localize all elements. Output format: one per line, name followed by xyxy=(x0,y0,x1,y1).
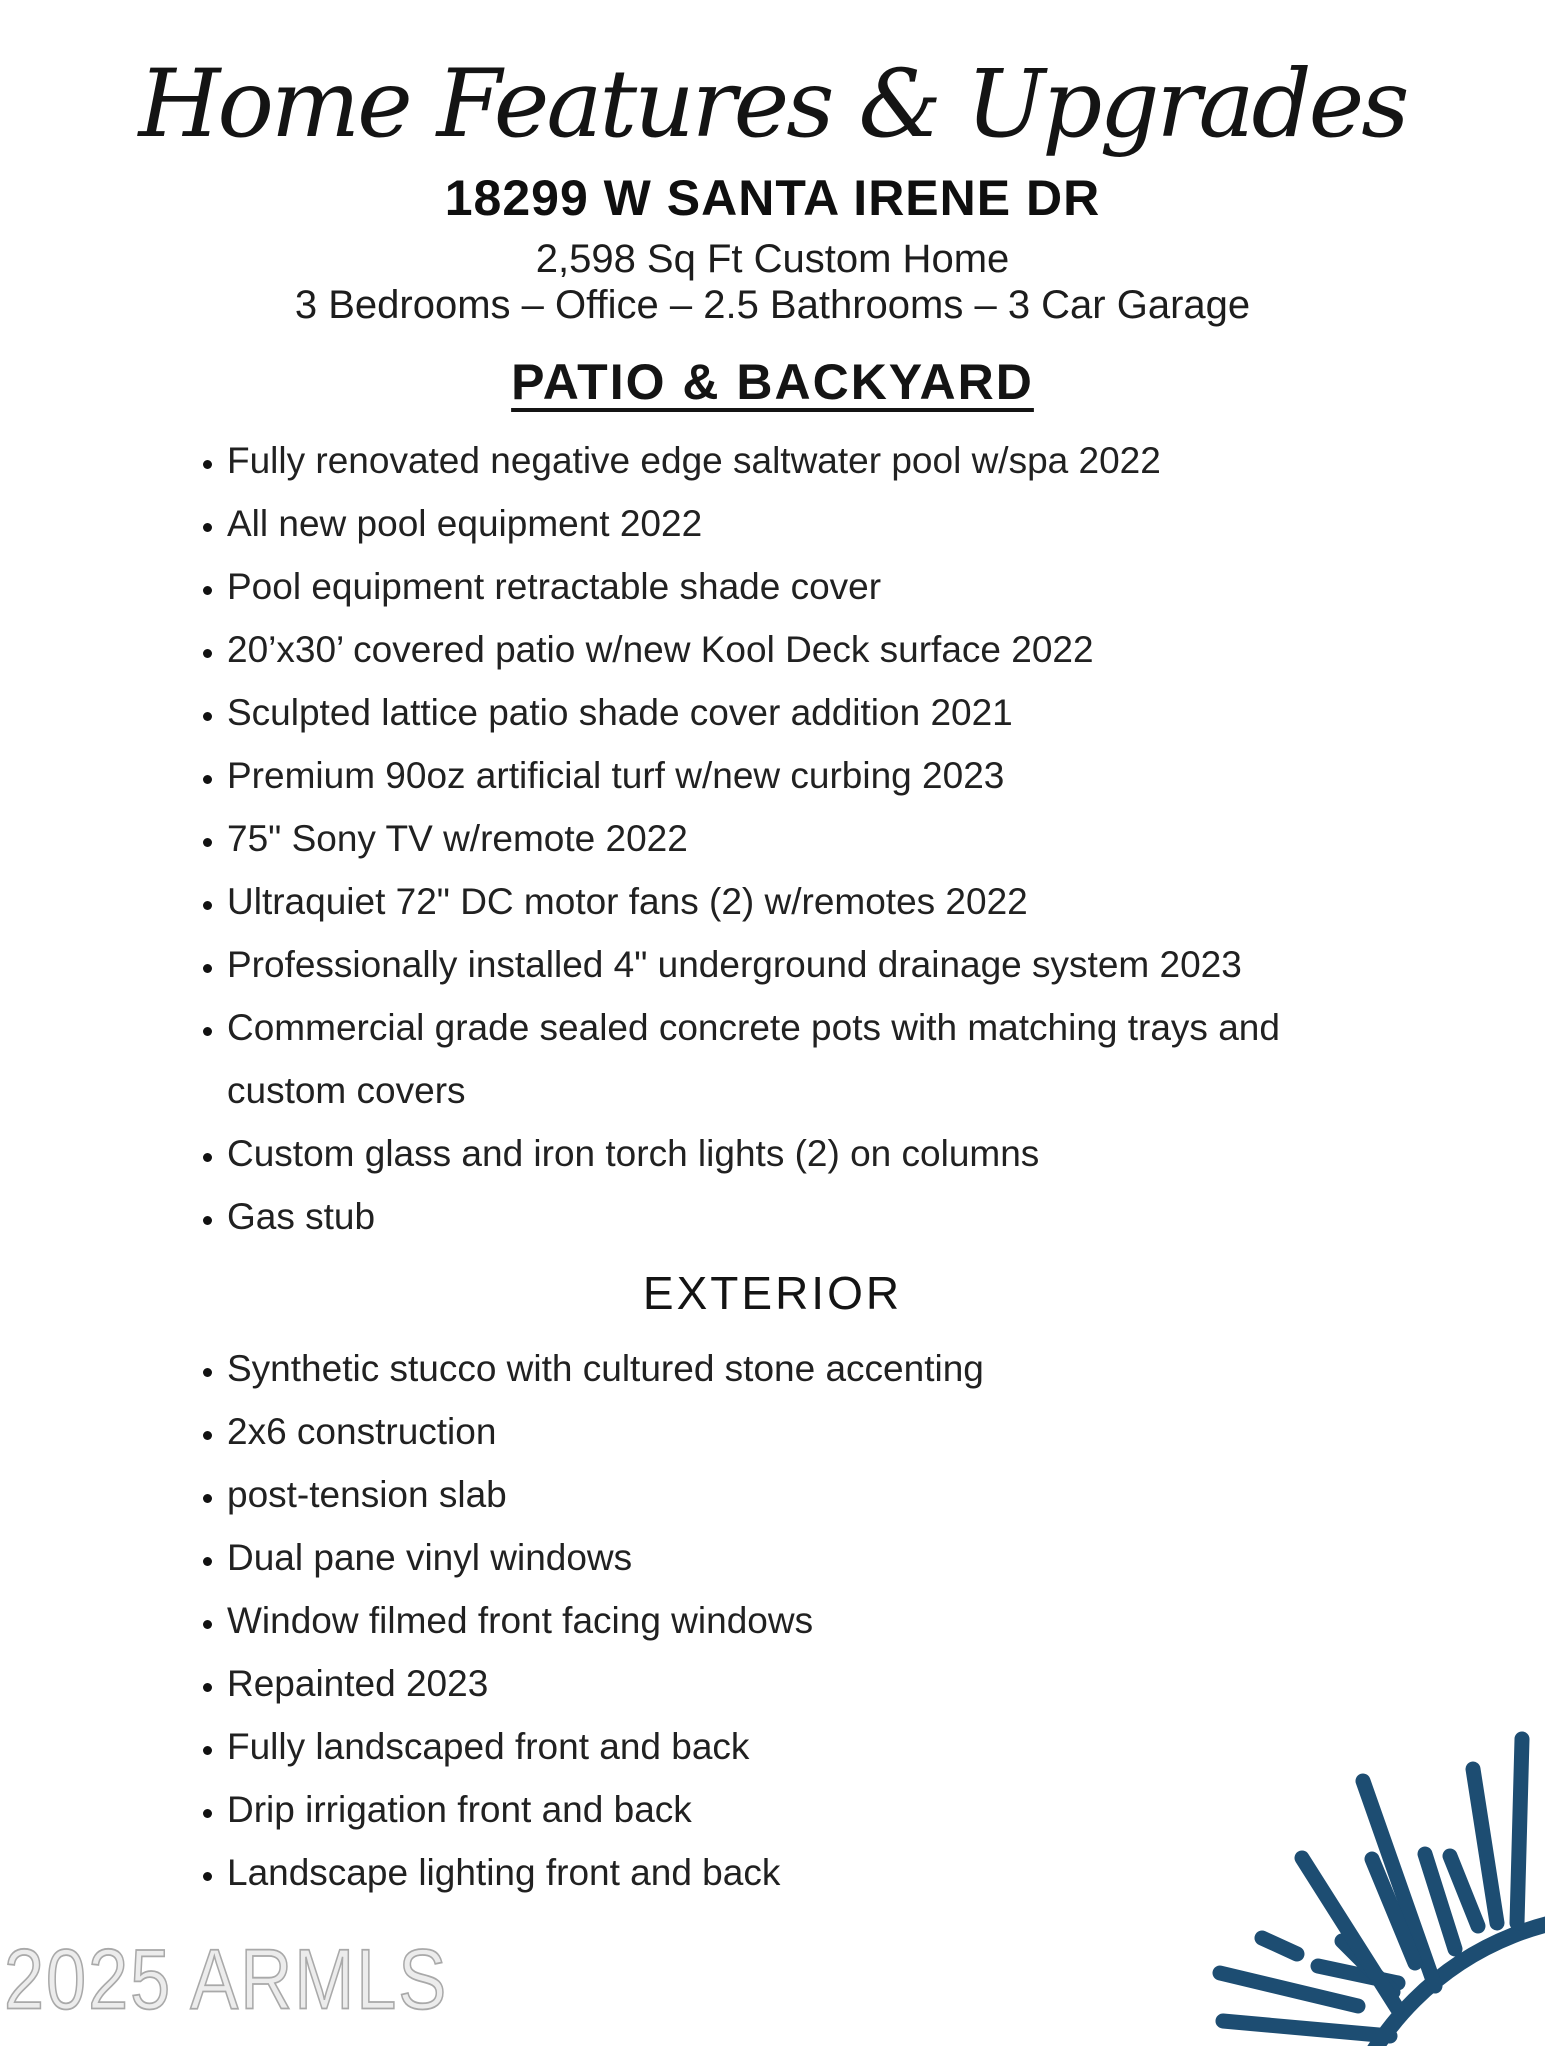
feature-sheet xyxy=(0,46,1545,1904)
list-item: • 75" Sony TV w/remote 2022 xyxy=(227,807,1407,870)
list-item: • Pool equipment retractable shade cover xyxy=(227,555,1407,618)
list-item: • 20’x30’ covered patio w/new Kool Deck surface 2022 xyxy=(227,618,1407,681)
list-item: • Repainted 2023 xyxy=(227,1652,1407,1715)
section-heading-exterior: EXTERIOR xyxy=(642,1266,903,1319)
list-item: • Ultraquiet 72" DC motor fans (2) w/remotes 2022 xyxy=(227,870,1407,933)
list-item: • 2x6 construction xyxy=(227,1400,1407,1463)
list-item: • Dual pane vinyl windows xyxy=(227,1526,1407,1589)
list-item: • Gas stub xyxy=(227,1185,1407,1248)
list-item: • Custom glass and iron torch lights (2) on columns xyxy=(227,1122,1407,1185)
armls-watermark: 2025 ARMLS xyxy=(4,1933,449,2028)
list-item: • Premium 90oz artificial turf w/new curbing 2023 xyxy=(227,744,1407,807)
subtitle-rooms: 3 Bedrooms – Office – 2.5 Bathrooms – 3 Car Garage xyxy=(294,282,1251,327)
list-item: • Window filmed front facing windows xyxy=(227,1589,1407,1652)
patio-backyard-list xyxy=(0,429,1407,1248)
exterior-list xyxy=(0,1337,1407,1904)
list-item: • post-tension slab xyxy=(227,1463,1407,1526)
subtitle-square-footage: 2,598 Sq Ft Custom Home xyxy=(535,236,1010,281)
list-item: • All new pool equipment 2022 xyxy=(227,492,1407,555)
list-item: • Commercial grade sealed concrete pots with matching trays and custom covers xyxy=(227,996,1407,1122)
list-item: • Drip irrigation front and back xyxy=(227,1778,1407,1841)
list-item: • Sculpted lattice patio shade cover addition 2021 xyxy=(227,681,1407,744)
property-address: 18299 W SANTA IRENE DR xyxy=(444,169,1101,226)
list-item: • Professionally installed 4" underground drainage system 2023 xyxy=(227,933,1407,996)
list-item: • Synthetic stucco with cultured stone accenting xyxy=(227,1337,1407,1400)
page-title: Home Features & Upgrades xyxy=(138,50,1407,159)
list-item: • Landscape lighting front and back xyxy=(227,1841,1407,1904)
list-item: • Fully landscaped front and back xyxy=(227,1715,1407,1778)
list-item: • Fully renovated negative edge saltwater pool w/spa 2022 xyxy=(227,429,1407,492)
section-heading-patio-backyard: PATIO & BACKYARD xyxy=(511,353,1034,410)
